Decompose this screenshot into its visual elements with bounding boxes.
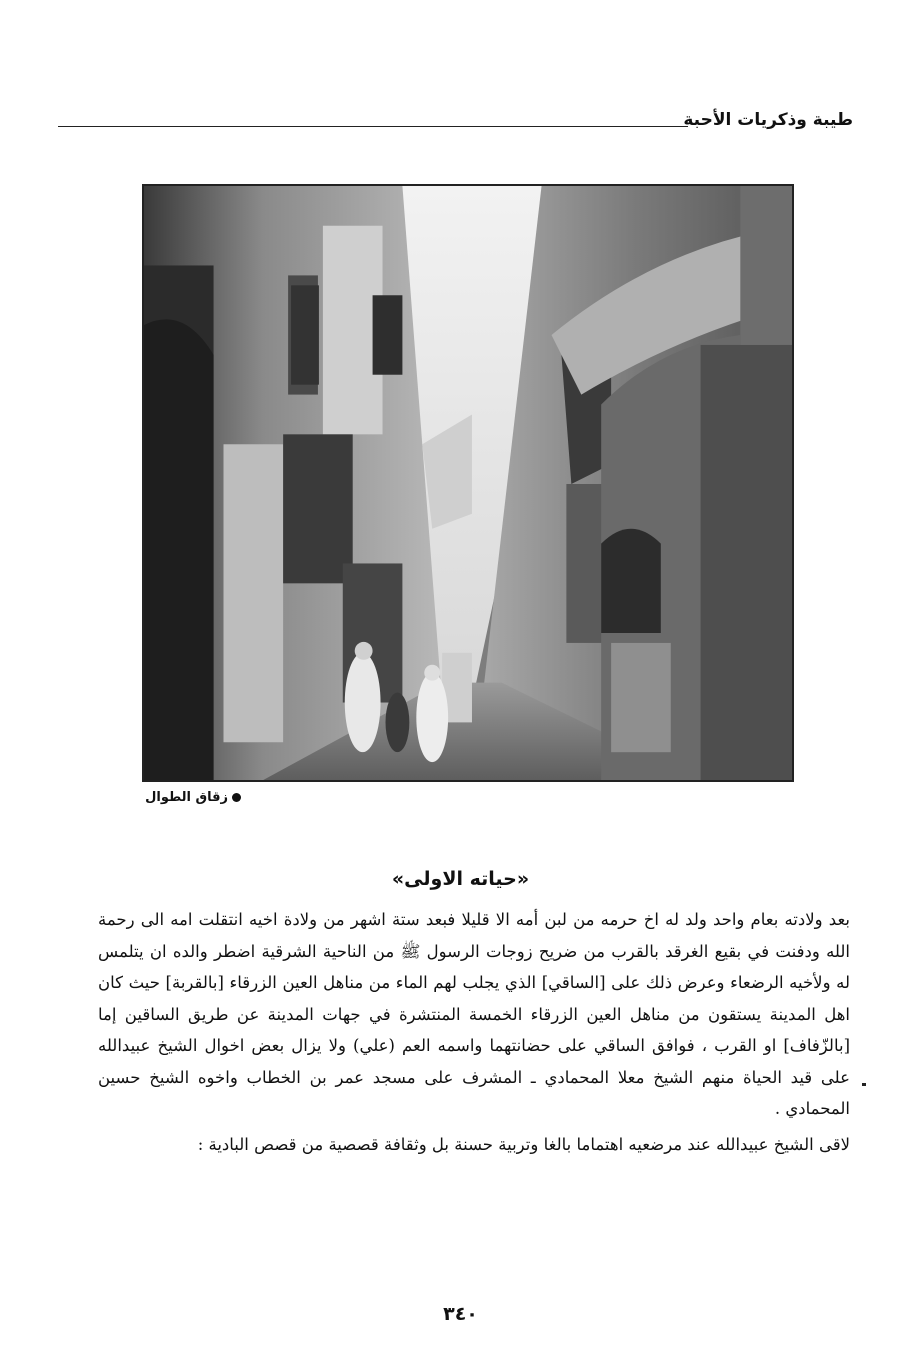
caption-bullet-icon [232, 793, 241, 802]
book-title: طيبة وذكريات الأحبة [683, 110, 853, 130]
paragraph-2: لاقى الشيخ عبيدالله عند مرضعيه اهتماما بالغا وتربية حسنة بل وثقافة قصصية من قصص البادية : [197, 1134, 850, 1154]
paragraph-1: بعد ولادته بعام واحد ولد له اخ حرمه من لبن أمه الا قليلا فبعد ستة اشهر من ولادة اخيه انتقلت امه الى رحمة الله ودفنت في بقيع الغرقد بالقرب من ضريح زوجات الرسول ﷺ من الناحية الشرقية اضطر والده ان يتلمس له ولأخيه الرضعاء وعرض ذلك على [الساقي] الذي يجلب لهم الماء من مناهل العين الزرقاء [بالقربة] حيث كان اهل المدينة يستقون من مناهل العين الزرقاء الخمسة المنتشرة في جهات المدينة عن طريق الساقين إما [بالزّفاف] او القرب ، فوافق الساقي على حضانتهما واسمه العم (علي) ولا يزال بعض اخوال الشيخ عبيدالله على قيد الحياة منهم الشيخ معلا المحمادي ـ المشرف على مسجد عمر بن الخطاب واخوه الشيخ حسين المحمادي . [98, 910, 850, 1118]
alley-photo [142, 184, 794, 782]
alley-photo-illustration [144, 186, 792, 780]
page-number: ٣٤٠ [443, 1303, 478, 1325]
running-header [58, 108, 853, 142]
photo-caption [145, 790, 241, 805]
caption-text: زقاق الطوال [145, 790, 228, 805]
section-heading: «حياته الاولى» [391, 868, 530, 890]
margin-mark [862, 1083, 866, 1086]
body-text [98, 904, 850, 1160]
header-rule [58, 126, 688, 127]
